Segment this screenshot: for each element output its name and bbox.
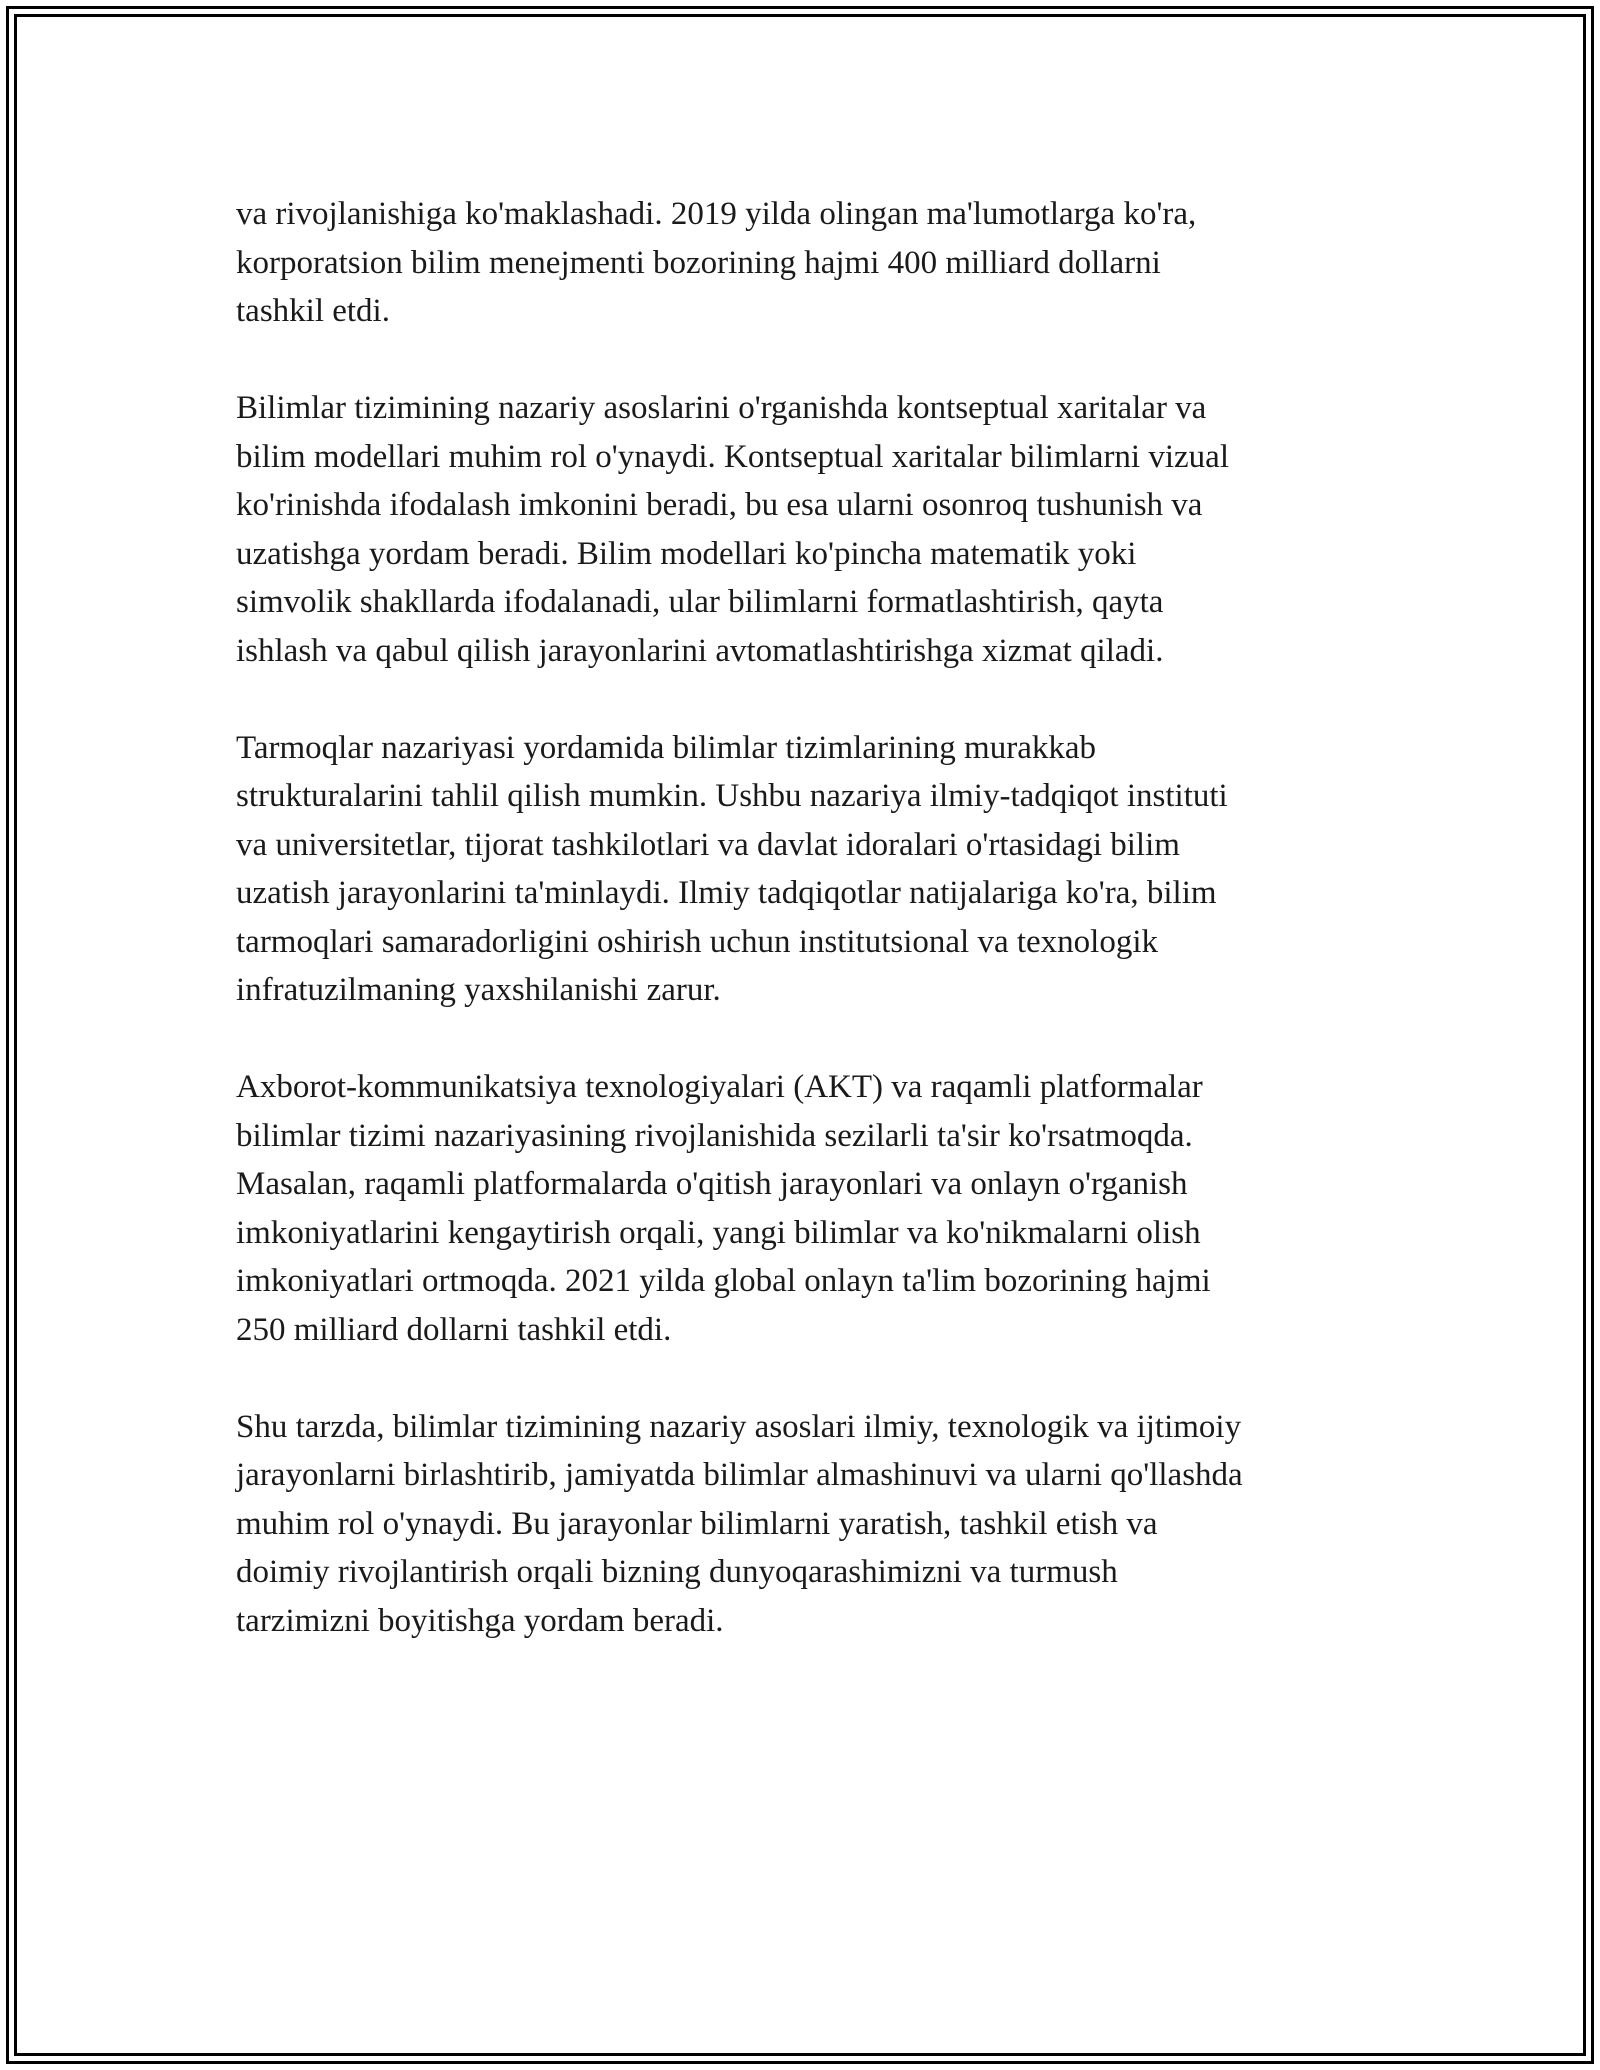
text-line: Masalan, raqamli platformalarda o'qitish jarayonlari va onlayn o'rganish: [236, 1166, 1188, 1202]
text-line: tarzimizni boyitishga yordam beradi.: [236, 1602, 724, 1639]
text-line: va rivojlanishiga ko'maklashadi. 2019 yilda olingan ma'lumotlarga ko'ra,: [236, 196, 1197, 232]
text-line: bilim modellari muhim rol o'ynaydi. Kontseptual xaritalar bilimlarni vizual: [236, 438, 1229, 475]
paragraph-1: [236, 190, 1376, 336]
text-line: 250 milliard dollarni tashkil etdi.: [236, 1311, 672, 1348]
text-line: ko'rinishda ifodalash imkonini beradi, bu esa ularni osonroq tushunish va: [236, 487, 1203, 523]
text-line: strukturalarini tahlil qilish mumkin. Ushbu nazariya ilmiy-tadqiqot instituti: [236, 778, 1228, 814]
document-body: [236, 190, 1376, 1645]
text-line: Bilimlar tizimining nazariy asoslarini o'rganishda kontseptual xaritalar va: [236, 390, 1207, 426]
text-line: imkoniyatlarini kengaytirish orqali, yangi bilimlar va ko'nikmalarni olish: [236, 1214, 1201, 1251]
text-line: imkoniyatlari ortmoqda. 2021 yilda global onlayn ta'lim bozorining hajmi: [236, 1263, 1211, 1299]
text-line: doimiy rivojlantirish orqali bizning dunyoqarashimizni va turmush: [236, 1554, 1118, 1590]
text-line: Shu tarzda, bilimlar tizimining nazariy asoslari ilmiy, texnologik va ijtimoiy: [236, 1408, 1242, 1445]
text-line: infratuzilmaning yaxshilanishi zarur.: [236, 972, 721, 1008]
text-line: uzatish jarayonlarini ta'minlaydi. Ilmiy tadqiqotlar natijalariga ko'ra, bilim: [236, 875, 1217, 911]
paragraph-5: [236, 1403, 1376, 1646]
text-line: tarmoqlari samaradorligini oshirish uchun institutsional va texnologik: [236, 923, 1159, 960]
paragraph-3: [236, 724, 1376, 1015]
text-line: tashkil etdi.: [236, 293, 390, 329]
text-line: jarayonlarni birlashtirib, jamiyatda bilimlar almashinuvi va ularni qo'llashda: [236, 1457, 1243, 1493]
text-line: ishlash va qabul qilish jarayonlarini avtomatlashtirishga xizmat qiladi.: [236, 632, 1164, 669]
text-line: korporatsion bilim menejmenti bozorining hajmi 400 milliard dollarni: [236, 244, 1161, 281]
paragraph-2: [236, 384, 1376, 675]
text-line: muhim rol o'ynaydi. Bu jarayonlar bilimlarni yaratish, tashkil etish va: [236, 1505, 1158, 1542]
text-line: bilimlar tizimi nazariyasining rivojlanishida sezilarli ta'sir ko'rsatmoqda.: [236, 1117, 1193, 1154]
text-line: simvolik shakllarda ifodalanadi, ular bilimlarni formatlashtirish, qayta: [236, 584, 1164, 620]
text-line: Tarmoqlar nazariyasi yordamida bilimlar tizimlarining murakkab: [236, 729, 1096, 766]
text-line: Axborot-kommunikatsiya texnologiyalari (AKT) va raqamli platformalar: [236, 1069, 1203, 1105]
text-line: uzatishga yordam beradi. Bilim modellari ko'pincha matematik yoki: [236, 535, 1137, 572]
paragraph-4: [236, 1063, 1376, 1354]
text-line: va universitetlar, tijorat tashkilotlari va davlat idoralari o'rtasidagi bilim: [236, 826, 1180, 863]
